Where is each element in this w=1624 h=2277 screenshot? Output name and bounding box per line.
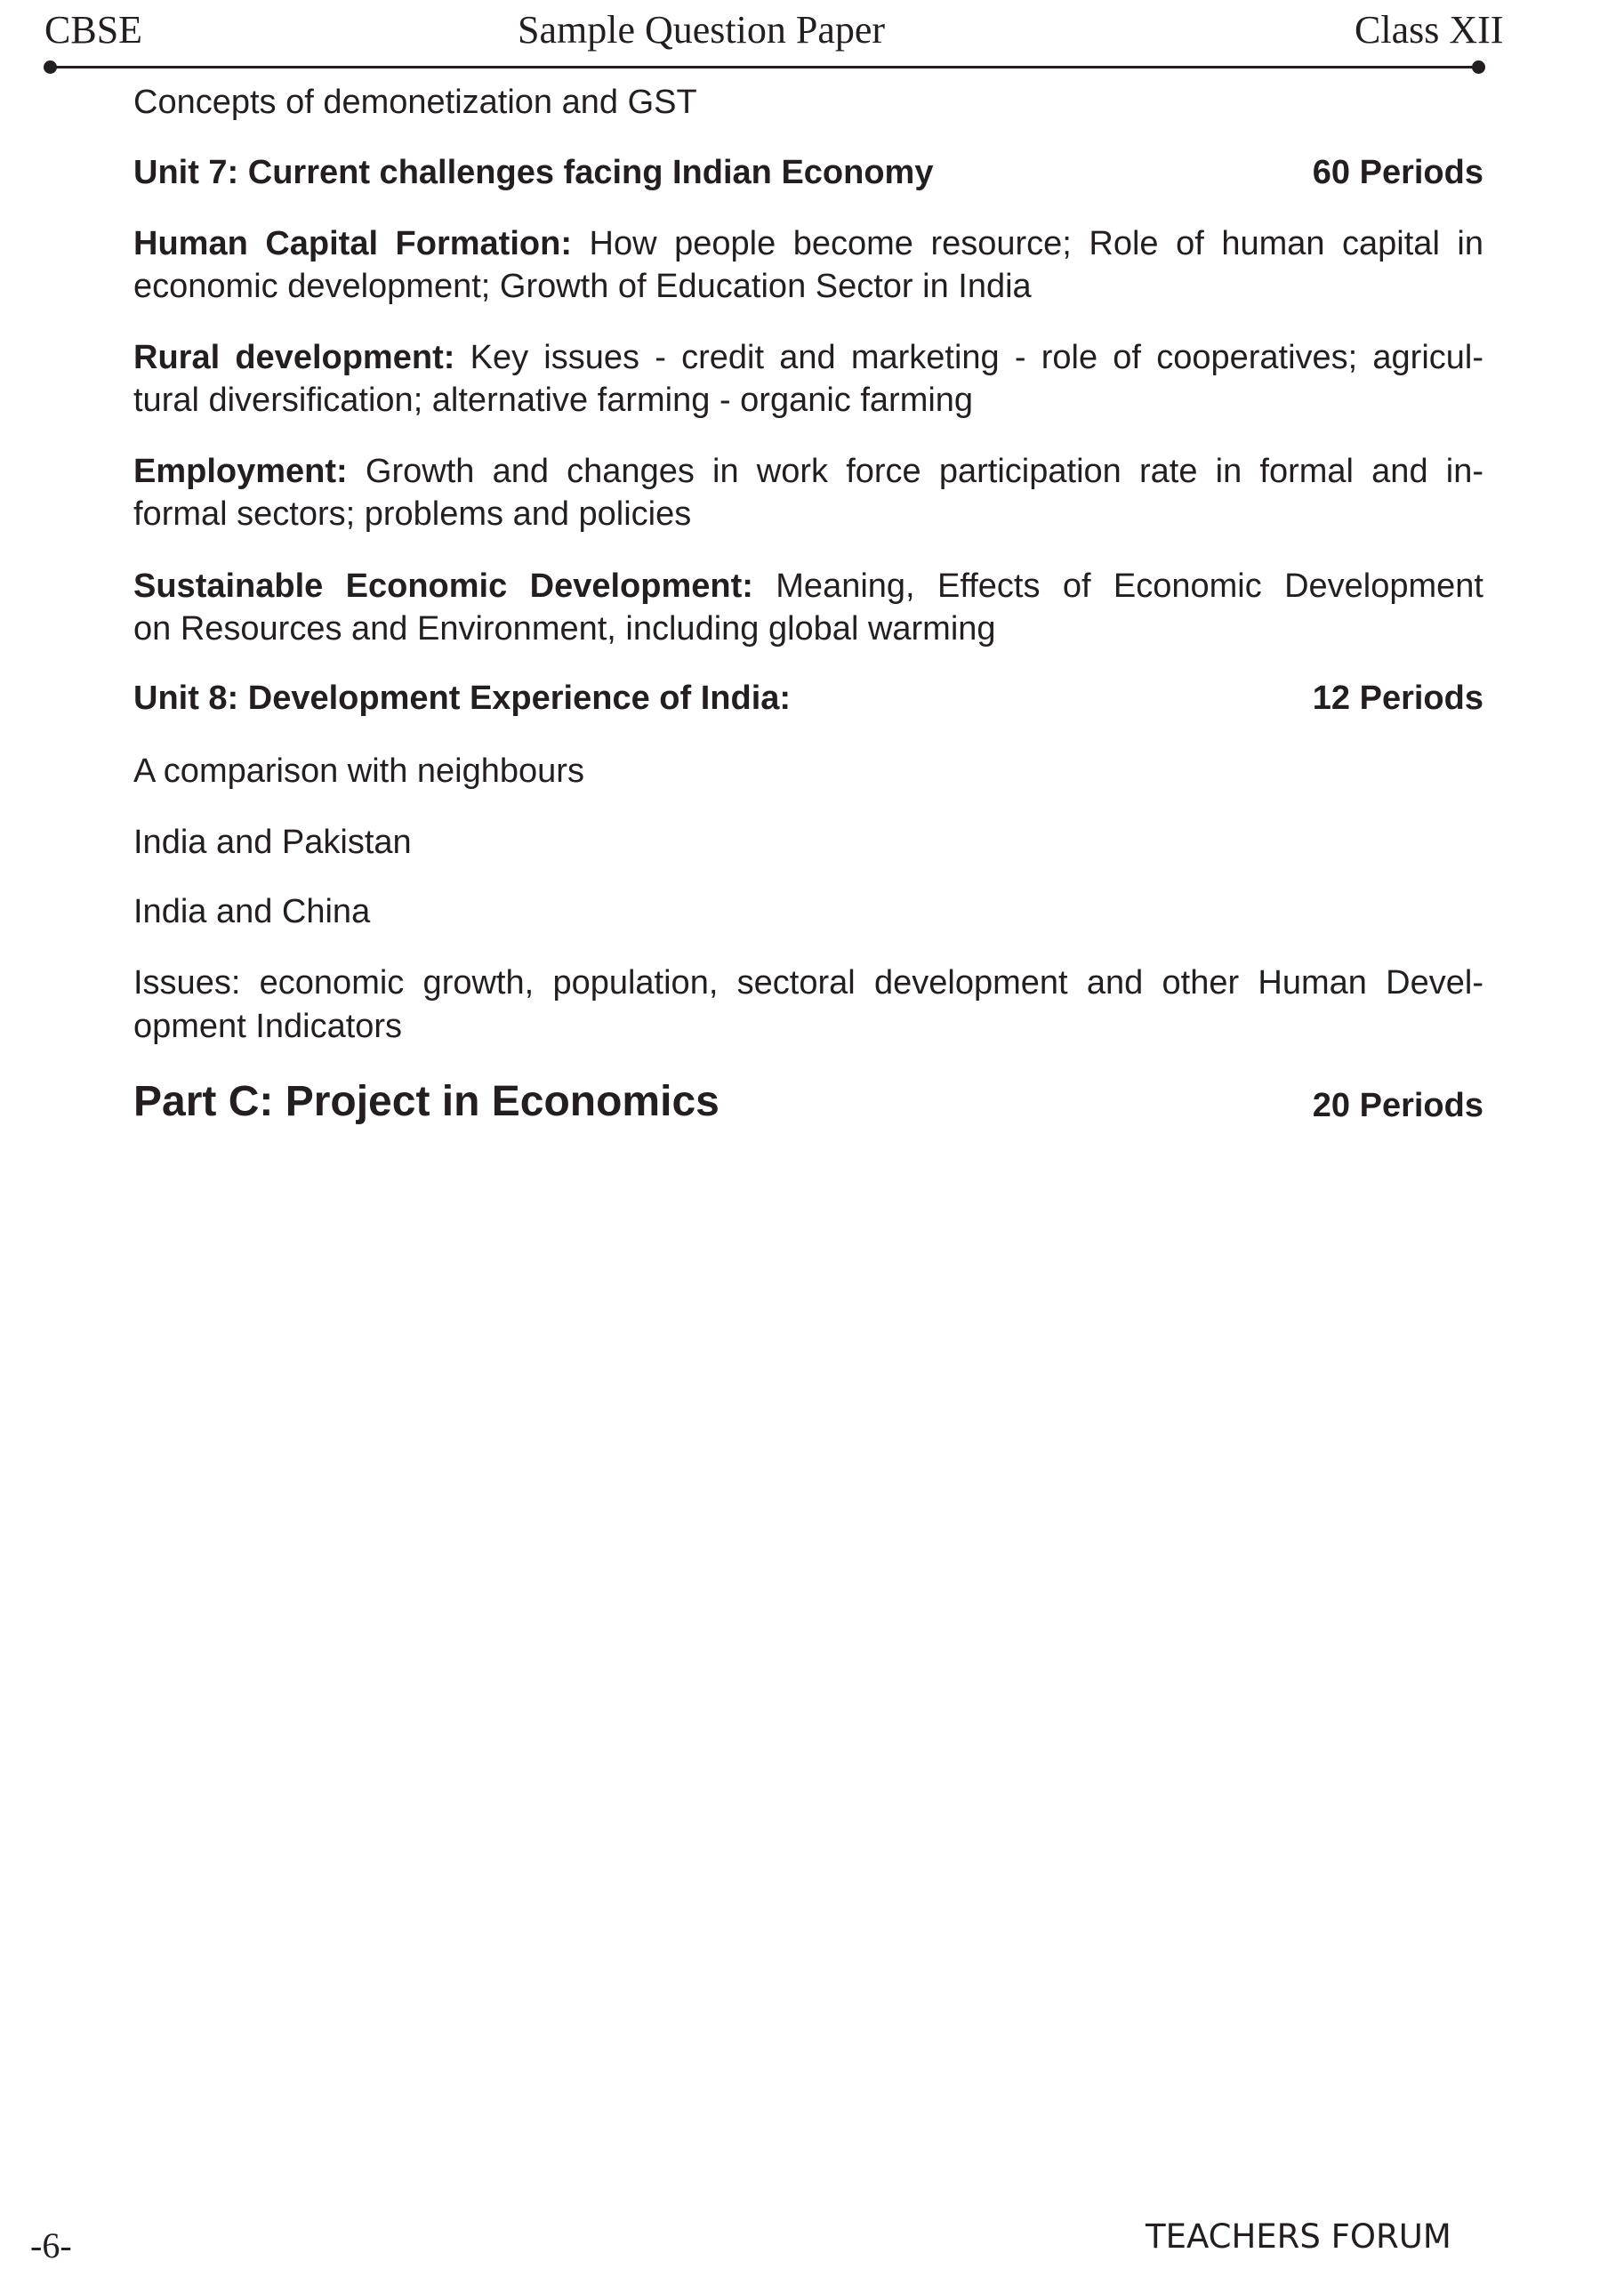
topic-text: Meaning, Effects of Economic Development (776, 567, 1483, 605)
topic-heading: Rural development: (133, 339, 455, 376)
unit8-item: India and China (133, 893, 371, 930)
unit7-title: Unit 7: Current challenges facing Indian Economy (133, 154, 934, 191)
topic-employment-line1 (133, 455, 1483, 488)
topic-text: Growth and changes in work force participation rate in formal and in- (365, 453, 1483, 490)
topic-heading: Sustainable Economic Development: (133, 567, 753, 605)
unit7-periods: 60 Periods (1312, 154, 1483, 191)
unit8-title: Unit 8: Development Experience of India: (133, 680, 792, 717)
topic-human-capital-line2: economic development; Growth of Education Sector in India (133, 268, 1032, 305)
unit8-issues-line1: Issues: economic growth, population, sectoral development and other Human Devel- (133, 964, 1483, 1002)
topic-rural-development-line1 (133, 341, 1483, 374)
header-class-label: Class XII (1355, 8, 1504, 52)
topic-sustainable-development-line1 (133, 569, 1483, 603)
part-c-title: Part C: Project in Economics (133, 1078, 720, 1125)
topic-human-capital-line1 (133, 227, 1483, 261)
intro-line: Concepts of demonetization and GST (133, 84, 697, 121)
header-document-title: Sample Question Paper (518, 8, 886, 52)
unit8-periods: 12 Periods (1312, 680, 1483, 717)
footer-publisher: TEACHERS FORUM (1146, 2217, 1451, 2256)
topic-sustainable-development-line2: on Resources and Environment, including global warming (133, 610, 996, 648)
topic-heading: Employment: (133, 453, 348, 490)
unit8-item: A comparison with neighbours (133, 752, 584, 790)
header-rule (50, 66, 1478, 68)
topic-employment-line2: formal sectors; problems and policies (133, 495, 692, 533)
unit8-issues-line2: opment Indicators (133, 1008, 403, 1045)
header-board-name: CBSE (44, 8, 143, 52)
topic-heading: Human Capital Formation: (133, 225, 572, 262)
unit8-item: India and Pakistan (133, 824, 412, 861)
page-number: -6- (30, 2225, 72, 2265)
header-rule-left-dot (44, 60, 57, 74)
topic-rural-development-line2: tural diversification; alternative farming - organic farming (133, 382, 974, 419)
header-rule-right-dot (1472, 60, 1485, 74)
part-c-periods: 20 Periods (1312, 1087, 1483, 1124)
topic-text: Key issues - credit and marketing - role of cooperatives; agricul- (470, 339, 1484, 376)
topic-text: How people become resource; Role of human capital in (589, 225, 1483, 262)
